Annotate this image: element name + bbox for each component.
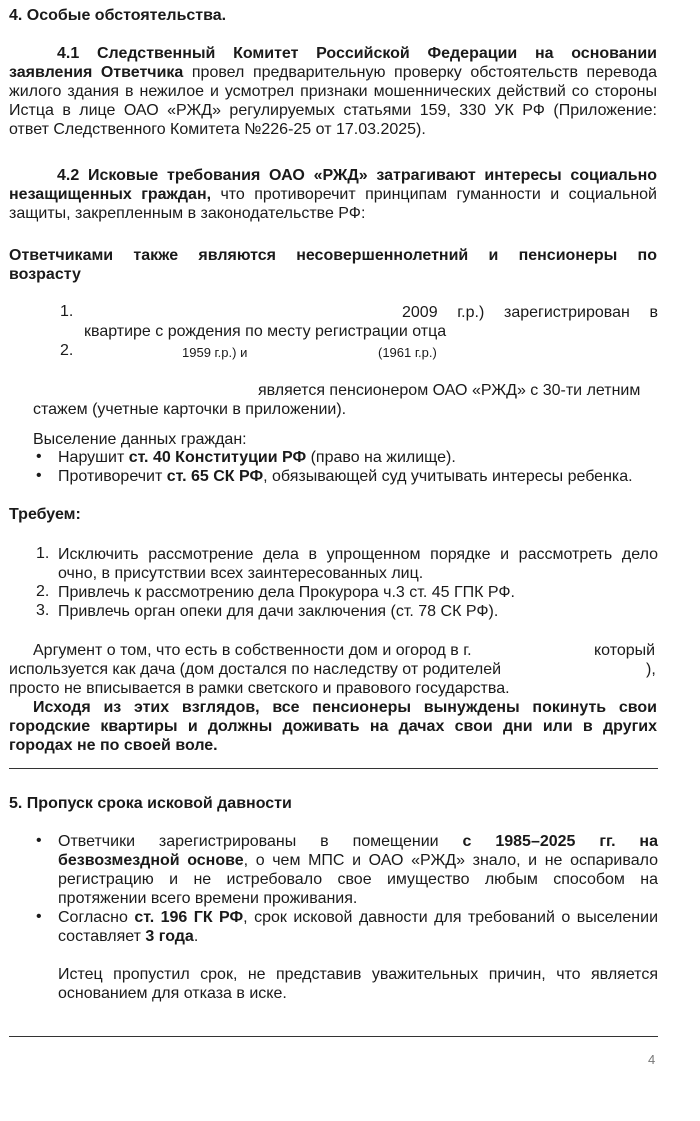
argument-conclusion: Исходя из этих взглядов, все пенсионеры вынуждены покинуть свои городские квартиры и должны доживать на дачах свои дни или в других городах не по своей воле. bbox=[9, 699, 657, 754]
bullet-dot: • bbox=[36, 448, 42, 465]
section-4-heading: 4. Особые обстоятельства. bbox=[9, 7, 227, 24]
argument-line2-a: используется как дача (дом достался по наследству от родителей bbox=[9, 661, 502, 678]
list-item-2-second: (1961 г.р.) bbox=[378, 345, 437, 360]
footer-divider bbox=[9, 1036, 658, 1037]
pensioner-line1: является пенсионером ОАО «РЖД» с 30-ти летним bbox=[258, 382, 641, 399]
p41-line2-rest: провел предварительную проверку обстоятельств перевода bbox=[183, 64, 658, 81]
demand-number-1: 1. bbox=[36, 545, 50, 562]
defendants-line1: Ответчиками также являются несовершеннолетний и пенсионеры по bbox=[9, 247, 657, 264]
demand-number-3: 3. bbox=[36, 602, 50, 619]
demands-heading: Требуем: bbox=[9, 506, 81, 523]
argument-line1-b: который bbox=[594, 642, 656, 659]
demand-item-3: Привлечь орган опеки для дачи заключения (ст. 78 СК РФ). bbox=[58, 603, 499, 620]
page-number: 4 bbox=[648, 1052, 656, 1067]
section-divider bbox=[9, 768, 658, 769]
list-number-1: 1. bbox=[60, 303, 74, 320]
p42-line3: защиты, закрепленным в законодательстве РФ: bbox=[9, 205, 366, 222]
bullet-dot: • bbox=[36, 467, 42, 484]
argument-line1-a: Аргумент о том, что есть в собственности дом и огород в г. bbox=[33, 642, 472, 659]
eviction-intro: Выселение данных граждан: bbox=[33, 431, 247, 448]
limitation-conclusion: Истец пропустил срок, не представив уважительных причин, что является основанием для отказа в иске. bbox=[58, 966, 658, 1002]
section-5-heading: 5. Пропуск срока исковой давности bbox=[9, 795, 292, 812]
p41-bold-line1: 4.1 Следственный Комитет Российской Федерации на основании bbox=[57, 45, 657, 62]
list-item-2-first: 1959 г.р.) и bbox=[182, 345, 248, 360]
bullet-dot: • bbox=[36, 832, 42, 849]
p42-bold-line1: 4.2 Исковые требования ОАО «РЖД» затрагивают интересы социально bbox=[57, 167, 657, 184]
pensioner-line2: стажем (учетные карточки в приложении). bbox=[33, 401, 347, 418]
p42-line2-rest: что противоречит принципам гуманности и социальной bbox=[211, 186, 657, 203]
defendants-statement bbox=[9, 246, 657, 284]
p41-line3: жилого здания в нежилое и усмотрел признаки мошеннических действий со стороны bbox=[9, 83, 657, 100]
bullet-dot: • bbox=[36, 908, 42, 925]
limitation-bullet-2: Согласно ст. 196 ГК РФ, срок исковой давности для требований о выселении составляет 3 года. bbox=[58, 909, 659, 945]
limitation-bullet-1: Ответчики зарегистрированы в помещении с 1985–2025 гг. на безвозмездной основе, о чем МПС и ОАО «РЖД» знало, и не оспаривало регистрацию и не истребовало свое имущество любым способом на протяжении всего времени проживания. bbox=[58, 833, 658, 907]
eviction-bullet-2: Противоречит ст. 65 СК РФ, обязывающей суд учитывать интересы ребенка. bbox=[58, 468, 633, 485]
paragraph-4-2 bbox=[9, 166, 657, 223]
argument-line2-b: ), bbox=[646, 661, 656, 678]
paragraph-4-1 bbox=[9, 44, 657, 139]
demand-item-1: Исключить рассмотрение дела в упрощенном порядке и рассмотреть дело очно, в присутствии всех заинтересованных лиц. bbox=[58, 546, 658, 582]
defendants-line2: возрасту bbox=[9, 266, 81, 283]
list-item-1-year: 2009 г.р.) зарегистрирован в bbox=[402, 304, 658, 321]
p42-bold-line2: незащищенных граждан, bbox=[9, 186, 212, 203]
list-item-1-line2: квартире с рождения по месту регистрации отца bbox=[84, 323, 447, 340]
p41-line5: ответ Следственного Комитета №226-25 от 17.03.2025). bbox=[9, 121, 426, 138]
demand-item-2: Привлечь к рассмотрению дела Прокурора ч.3 ст. 45 ГПК РФ. bbox=[58, 584, 515, 601]
list-number-2: 2. bbox=[60, 342, 74, 359]
p41-bold-line2: заявления Ответчика bbox=[9, 64, 184, 81]
demand-number-2: 2. bbox=[36, 583, 50, 600]
p41-line4: Истца в лице ОАО «РЖД» регулируемых статьями 159, 330 УК РФ (Приложение: bbox=[9, 102, 657, 119]
eviction-bullet-1: Нарушит ст. 40 Конституции РФ (право на жилище). bbox=[58, 449, 456, 466]
argument-line3: просто не вписывается в рамки светского и правового государства. bbox=[9, 680, 510, 697]
